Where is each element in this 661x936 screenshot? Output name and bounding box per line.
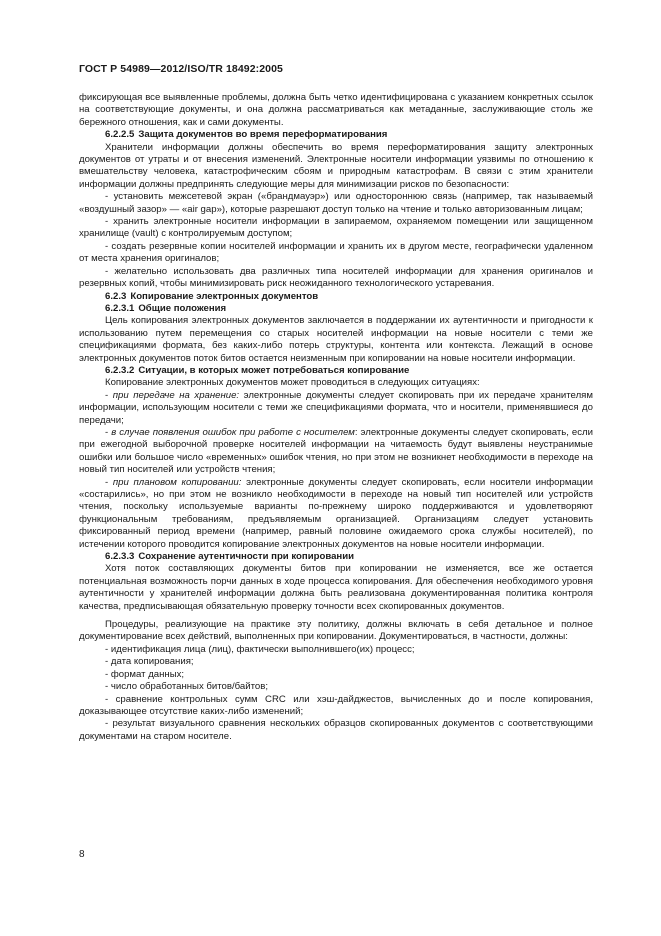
list-item-text: электронные документы следует скопировать, если носители информации «состарились», но при этом не возникло необходимости в переходе на новый тип носителей или устройств чтения, поскольку используемые варианты по-прежнему широко поддерживаются и удовлетворяют функциональным требованиям, предъявляемым организацией. Организациям следует установить фиксированный период времени (например, равный половине ожидаемого срока службы носителей), по истечении которого проводится копирование электронных документов на новые носители информации. <box>79 476 593 550</box>
list-item-text: : электронные документы следует скопировать, если при ежегодной выборочной проверке носителей информации на читаемость будут выявлены неустранимые ошибки или большое число «временных» ошибок чтения, но при этом не возникнет необходимости в переходе на новый тип носителей или устройств чтения; <box>79 426 593 476</box>
section-number: 6.2.3 <box>105 290 127 302</box>
section-title: Копирование электронных документов <box>130 290 319 302</box>
section-number: 6.2.2.5 <box>105 129 135 141</box>
list-item-emphasis: в случае появления ошибок при работе с носителем <box>111 426 355 438</box>
page-header-standard-number: ГОСТ Р 54989—2012/ISO/TR 18492:2005 <box>79 63 283 75</box>
section-title: Общие положения <box>138 302 227 314</box>
paragraph: Цель копирования электронных документов заключается в поддержании их аутентичности и пригодности к использованию путем перемещения со старых носителей информации на новые носители с теми же спецификациями формата, без каких-либо потерь структуры, контента или контекста. Лежащий в основе электронных документов поток битов остается неизменным при копировании на новые носители информации. <box>79 315 593 364</box>
section-number: 6.2.3.2 <box>105 364 135 376</box>
list-item: - дата копирования; <box>105 656 194 668</box>
section-number: 6.2.3.3 <box>105 551 135 563</box>
list-item: - установить межсетевой экран («брандмауэр») или одностороннюю связь (например, так называемый «воздушный зазор» — «air gap»), которые разрешают доступ только на чтение и только авторизованным лицам; <box>79 191 593 215</box>
paragraph: Процедуры, реализующие на практике эту политику, должны включать в себя детальное и полное документирование всех действий, выполненных при копировании. Документироваться, в частности, должны: <box>79 619 593 643</box>
paragraph-continuation: фиксирующая все выявленные проблемы, должна быть четко идентифицирована с указанием конкретных ссылок на соответствующие документы, и она должна рассматриваться как метаданные, заслуживающие столь же бережного отношения, как и сами документы. <box>79 92 593 128</box>
section-heading-6-2-2-5 <box>79 129 593 141</box>
section-title: Ситуации, в которых может потребоваться копирование <box>138 364 410 376</box>
document-body <box>79 92 593 743</box>
section-number: 6.2.3.1 <box>105 302 135 314</box>
section-heading-6-2-3-3 <box>79 551 593 563</box>
section-title: Сохранение аутентичности при копировании <box>138 551 355 563</box>
list-item: - формат данных; <box>105 668 185 680</box>
list-item: - при передаче на хранение: электронные документы следует скопировать при их передаче хранителям информации, использующим носители с теми же спецификациями формата, что и носители, применявшиеся до передачи; <box>79 389 593 426</box>
list-item: - сравнение контрольных сумм CRC или хэш-дайджестов, вычисленных до и после копирования, доказывающее отсутствие каких-либо изменений; <box>79 693 593 717</box>
list-item: - в случае появления ошибок при работе с носителем: электронные документы следует скопировать, если при ежегодной выборочной проверке носителей информации на читаемость будут выявлены неустранимые ошибки или большое число «временных» ошибок чтения, но при этом не возникнет необходимости в переходе на новый тип носителей или устройств чтения; <box>79 426 593 476</box>
list-item: - число обработанных битов/байтов; <box>105 681 269 693</box>
section-title: Защита документов во время переформатирования <box>138 129 388 141</box>
list-item-emphasis: при плановом копировании: <box>112 476 242 488</box>
section-heading-6-2-3-2 <box>79 365 593 377</box>
list-item: - результат визуального сравнения нескольких образцов скопированных документов с соответствующими документами на старом носителе. <box>79 718 593 742</box>
list-item: - создать резервные копии носителей информации и хранить их в другом месте, географически удаленном от места хранения оригиналов; <box>79 240 593 265</box>
page-number: 8 <box>79 849 85 860</box>
paragraph: Хотя поток составляющих документы битов при копировании не изменяется, все же остается потенциальная возможность порчи данных в ходе процесса копирования. Для обеспечения необходимого уровня аутентичности у хранителей информации должна быть реализована документированная политика контроля качества, предписывающая обязательную проверку точности всех скопированных документов. <box>79 563 593 612</box>
list-item-emphasis: при передаче на хранение: <box>112 389 240 401</box>
list-item-text: электронные документы следует скопировать при их передаче хранителям информации, использующим носители с теми же спецификациями формата, что и носители, применявшиеся до передачи; <box>79 389 593 426</box>
paragraph: Копирование электронных документов может проводиться в следующих ситуациях: <box>105 377 480 389</box>
paragraph: Хранители информации должны обеспечить во время переформатирования защиту электронных документов от утраты и от внесения изменений. Электронные носители информации уязвимы по отношению к вмешательству человека, катастрофическим сбоям и природным катастрофам. В связи с этим хранители информации должны предпринять следующие меры для минимизации рисков по безопасности: <box>79 141 593 190</box>
section-heading-6-2-3-1 <box>79 303 593 315</box>
list-item: - при плановом копировании: электронные документы следует скопировать, если носители информации «состарились», но при этом не возникло необходимости в переходе на новый тип носителей или устройств чтения, поскольку используемые варианты по-прежнему широко поддерживаются и удовлетворяют функциональным требованиям, предъявляемым организацией. Организациям следует установить фиксированный период времени (например, равный половине ожидаемого срока службы носителей), по истечении которого проводится копирование электронных документов на новые носители информации. <box>79 476 593 550</box>
list-item: - хранить электронные носители информации в запираемом, охраняемом помещении или защищенном хранилище (vault) с контролируемым доступом; <box>79 216 593 240</box>
section-heading-6-2-3 <box>79 291 593 303</box>
list-item: - желательно использовать два различных типа носителей информации для хранения оригиналов и резервных копий, чтобы минимизировать риск неожиданного технологического устаревания. <box>79 265 593 290</box>
list-item: - идентификация лица (лиц), фактически выполнившего(их) процесс; <box>105 643 415 655</box>
